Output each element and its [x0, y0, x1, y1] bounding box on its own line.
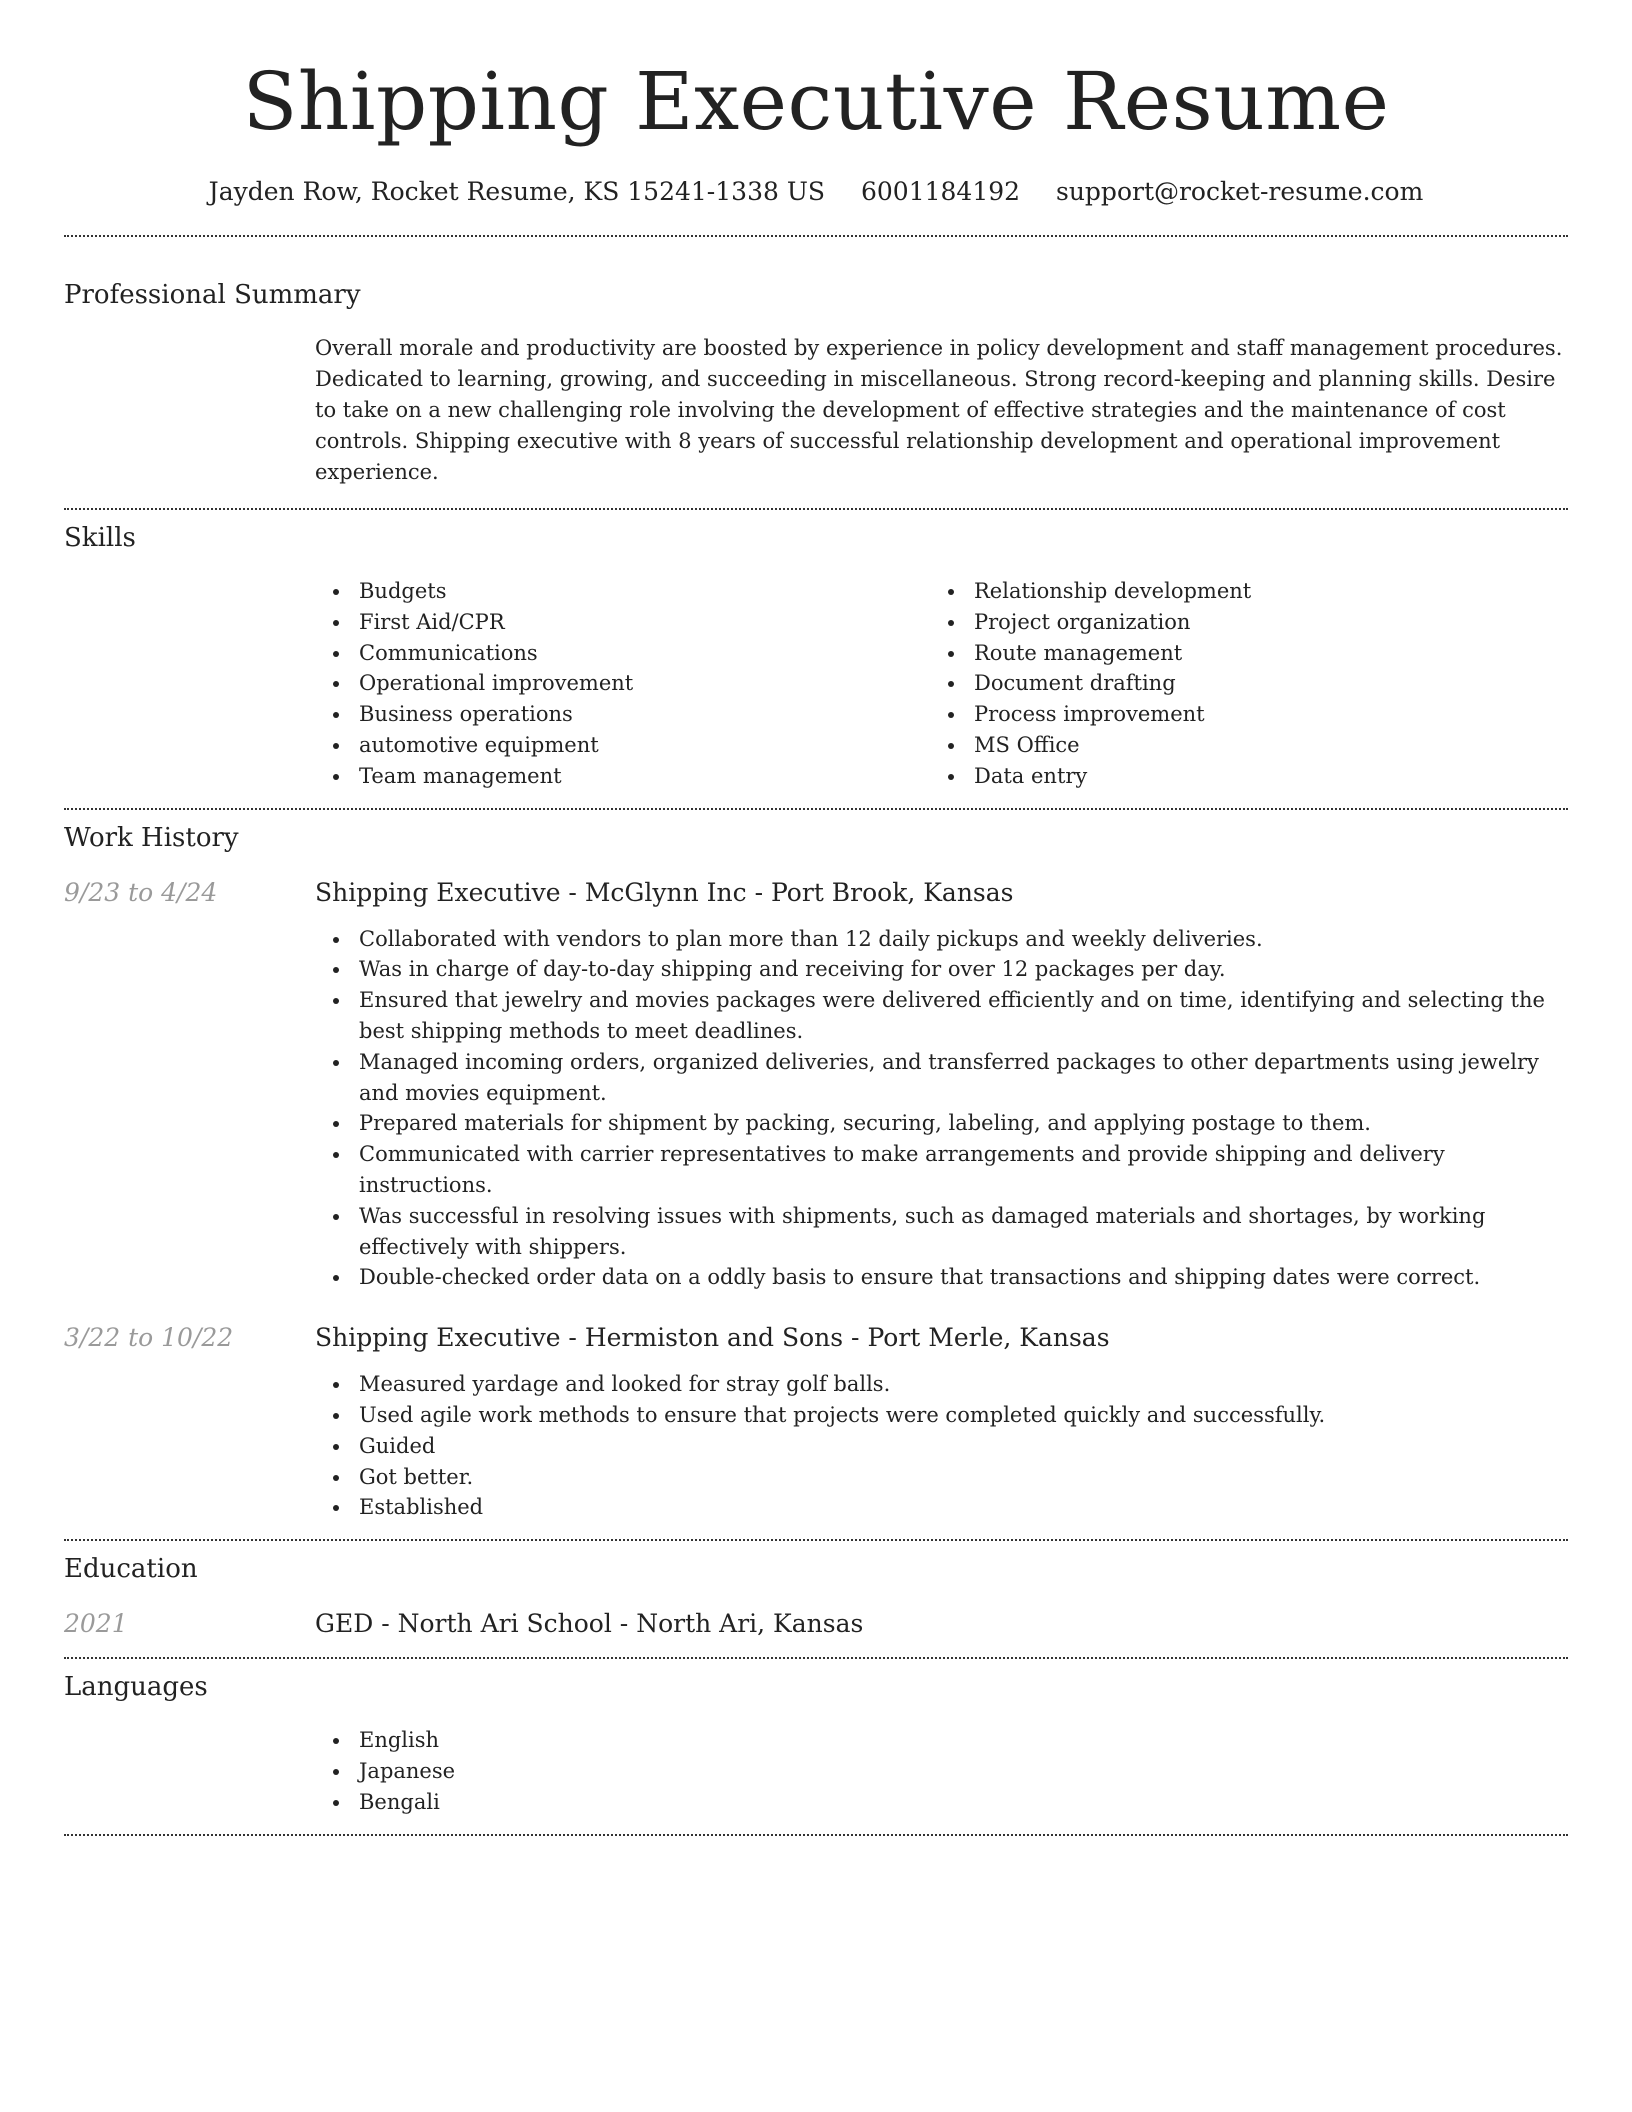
languages-section: [64, 1669, 1568, 1817]
skills-section: [64, 520, 1568, 792]
contact-address: Jayden Row, Rocket Resume, KS 15241-1338 US: [208, 177, 826, 206]
skill-item: Route management: [930, 638, 1545, 669]
contact-email: support@rocket-resume.com: [1056, 177, 1424, 206]
contact-phone: 6001184192: [860, 177, 1021, 206]
job-bullet: Prepared materials for shipment by packing, securing, labeling, and applying postage to them.: [315, 1108, 1568, 1139]
divider: [64, 508, 1568, 510]
work-history-section: [64, 820, 1568, 1524]
skill-item: Budgets: [315, 576, 930, 607]
job-entry: [64, 1321, 1568, 1523]
skill-item: MS Office: [930, 730, 1545, 761]
section-heading-education: Education: [64, 1554, 198, 1585]
divider: [64, 1834, 1568, 1836]
job-bullet: Ensured that jewelry and movies packages were delivered efficiently and on time, identifying and selecting the best shipping methods to meet deadlines.: [315, 985, 1568, 1047]
section-heading-summary: Professional Summary: [64, 280, 361, 310]
contact-line: [64, 174, 1568, 210]
job-bullet: Measured yardage and looked for stray golf balls.: [315, 1369, 1568, 1400]
job-bullet: Communicated with carrier representatives to make arrangements and provide shipping and delivery instructions.: [315, 1139, 1568, 1201]
section-heading-languages: Languages: [64, 1672, 208, 1703]
job-bullet: Guided: [315, 1431, 1568, 1462]
education-section: [64, 1551, 1568, 1641]
skill-item: Process improvement: [930, 699, 1545, 730]
resume-page: [64, 0, 1568, 1836]
skill-item: First Aid/CPR: [315, 607, 930, 638]
section-heading-skills: Skills: [64, 523, 136, 553]
summary-text: Overall morale and productivity are boosted by experience in policy development and staff management procedures. Dedicated to learning, growing, and succeeding in miscellaneous. Strong record-keeping and planning skills. Desire to take on a new challenging role involving the development of effective strategies and the maintenance of cost controls. Shipping executive with 8 years of successful relationship development and operational improvement experience.: [315, 336, 1563, 484]
divider: [64, 1539, 1568, 1541]
language-item: English: [315, 1725, 1568, 1756]
skills-list-right: [930, 576, 1545, 792]
job-dates: 9/23 to 4/24: [64, 877, 218, 907]
education-degree: GED - North Ari School - North Ari, Kansas: [315, 1609, 864, 1639]
skill-item: Team management: [315, 761, 930, 792]
skill-item: Data entry: [930, 761, 1545, 792]
job-bullet: Established: [315, 1492, 1568, 1523]
skill-item: Operational improvement: [315, 668, 930, 699]
job-bullet: Managed incoming orders, organized deliveries, and transferred packages to other departments using jewelry and movies equipment.: [315, 1047, 1568, 1109]
divider: [64, 1657, 1568, 1659]
skill-item: Document drafting: [930, 668, 1545, 699]
section-heading-work: Work History: [64, 822, 239, 853]
divider: [64, 808, 1568, 810]
skill-item: Project organization: [930, 607, 1545, 638]
skill-item: automotive equipment: [315, 730, 930, 761]
job-bullet: Collaborated with vendors to plan more than 12 daily pickups and weekly deliveries.: [315, 924, 1568, 955]
job-entry: [64, 876, 1568, 1294]
divider: [64, 235, 1568, 237]
skill-item: Relationship development: [930, 576, 1545, 607]
job-bullet: Got better.: [315, 1462, 1568, 1493]
skills-list-left: [315, 576, 930, 792]
job-bullet: Double-checked order data on a oddly basis to ensure that transactions and shipping dates were correct.: [315, 1262, 1568, 1293]
job-bullet: Used agile work methods to ensure that projects were completed quickly and successfully.: [315, 1400, 1568, 1431]
job-bullet: Was successful in resolving issues with shipments, such as damaged materials and shortages, by working effectively with shippers.: [315, 1201, 1568, 1263]
resume-title: Shipping Executive Resume: [242, 55, 1390, 148]
skill-item: Business operations: [315, 699, 930, 730]
job-bullet: Was in charge of day-to-day shipping and receiving for over 12 packages per day.: [315, 954, 1568, 985]
job-bullets: [315, 924, 1568, 1294]
job-title: Shipping Executive - McGlynn Inc - Port Brook, Kansas: [315, 877, 1014, 907]
languages-list: [315, 1725, 1568, 1817]
job-dates: 3/22 to 10/22: [64, 1323, 234, 1353]
job-bullets: [315, 1369, 1568, 1523]
skill-item: Communications: [315, 638, 930, 669]
summary-section: [64, 277, 1568, 488]
language-item: Japanese: [315, 1756, 1568, 1787]
job-title: Shipping Executive - Hermiston and Sons - Port Merle, Kansas: [315, 1323, 1110, 1353]
language-item: Bengali: [315, 1787, 1568, 1818]
education-year: 2021: [64, 1609, 128, 1639]
